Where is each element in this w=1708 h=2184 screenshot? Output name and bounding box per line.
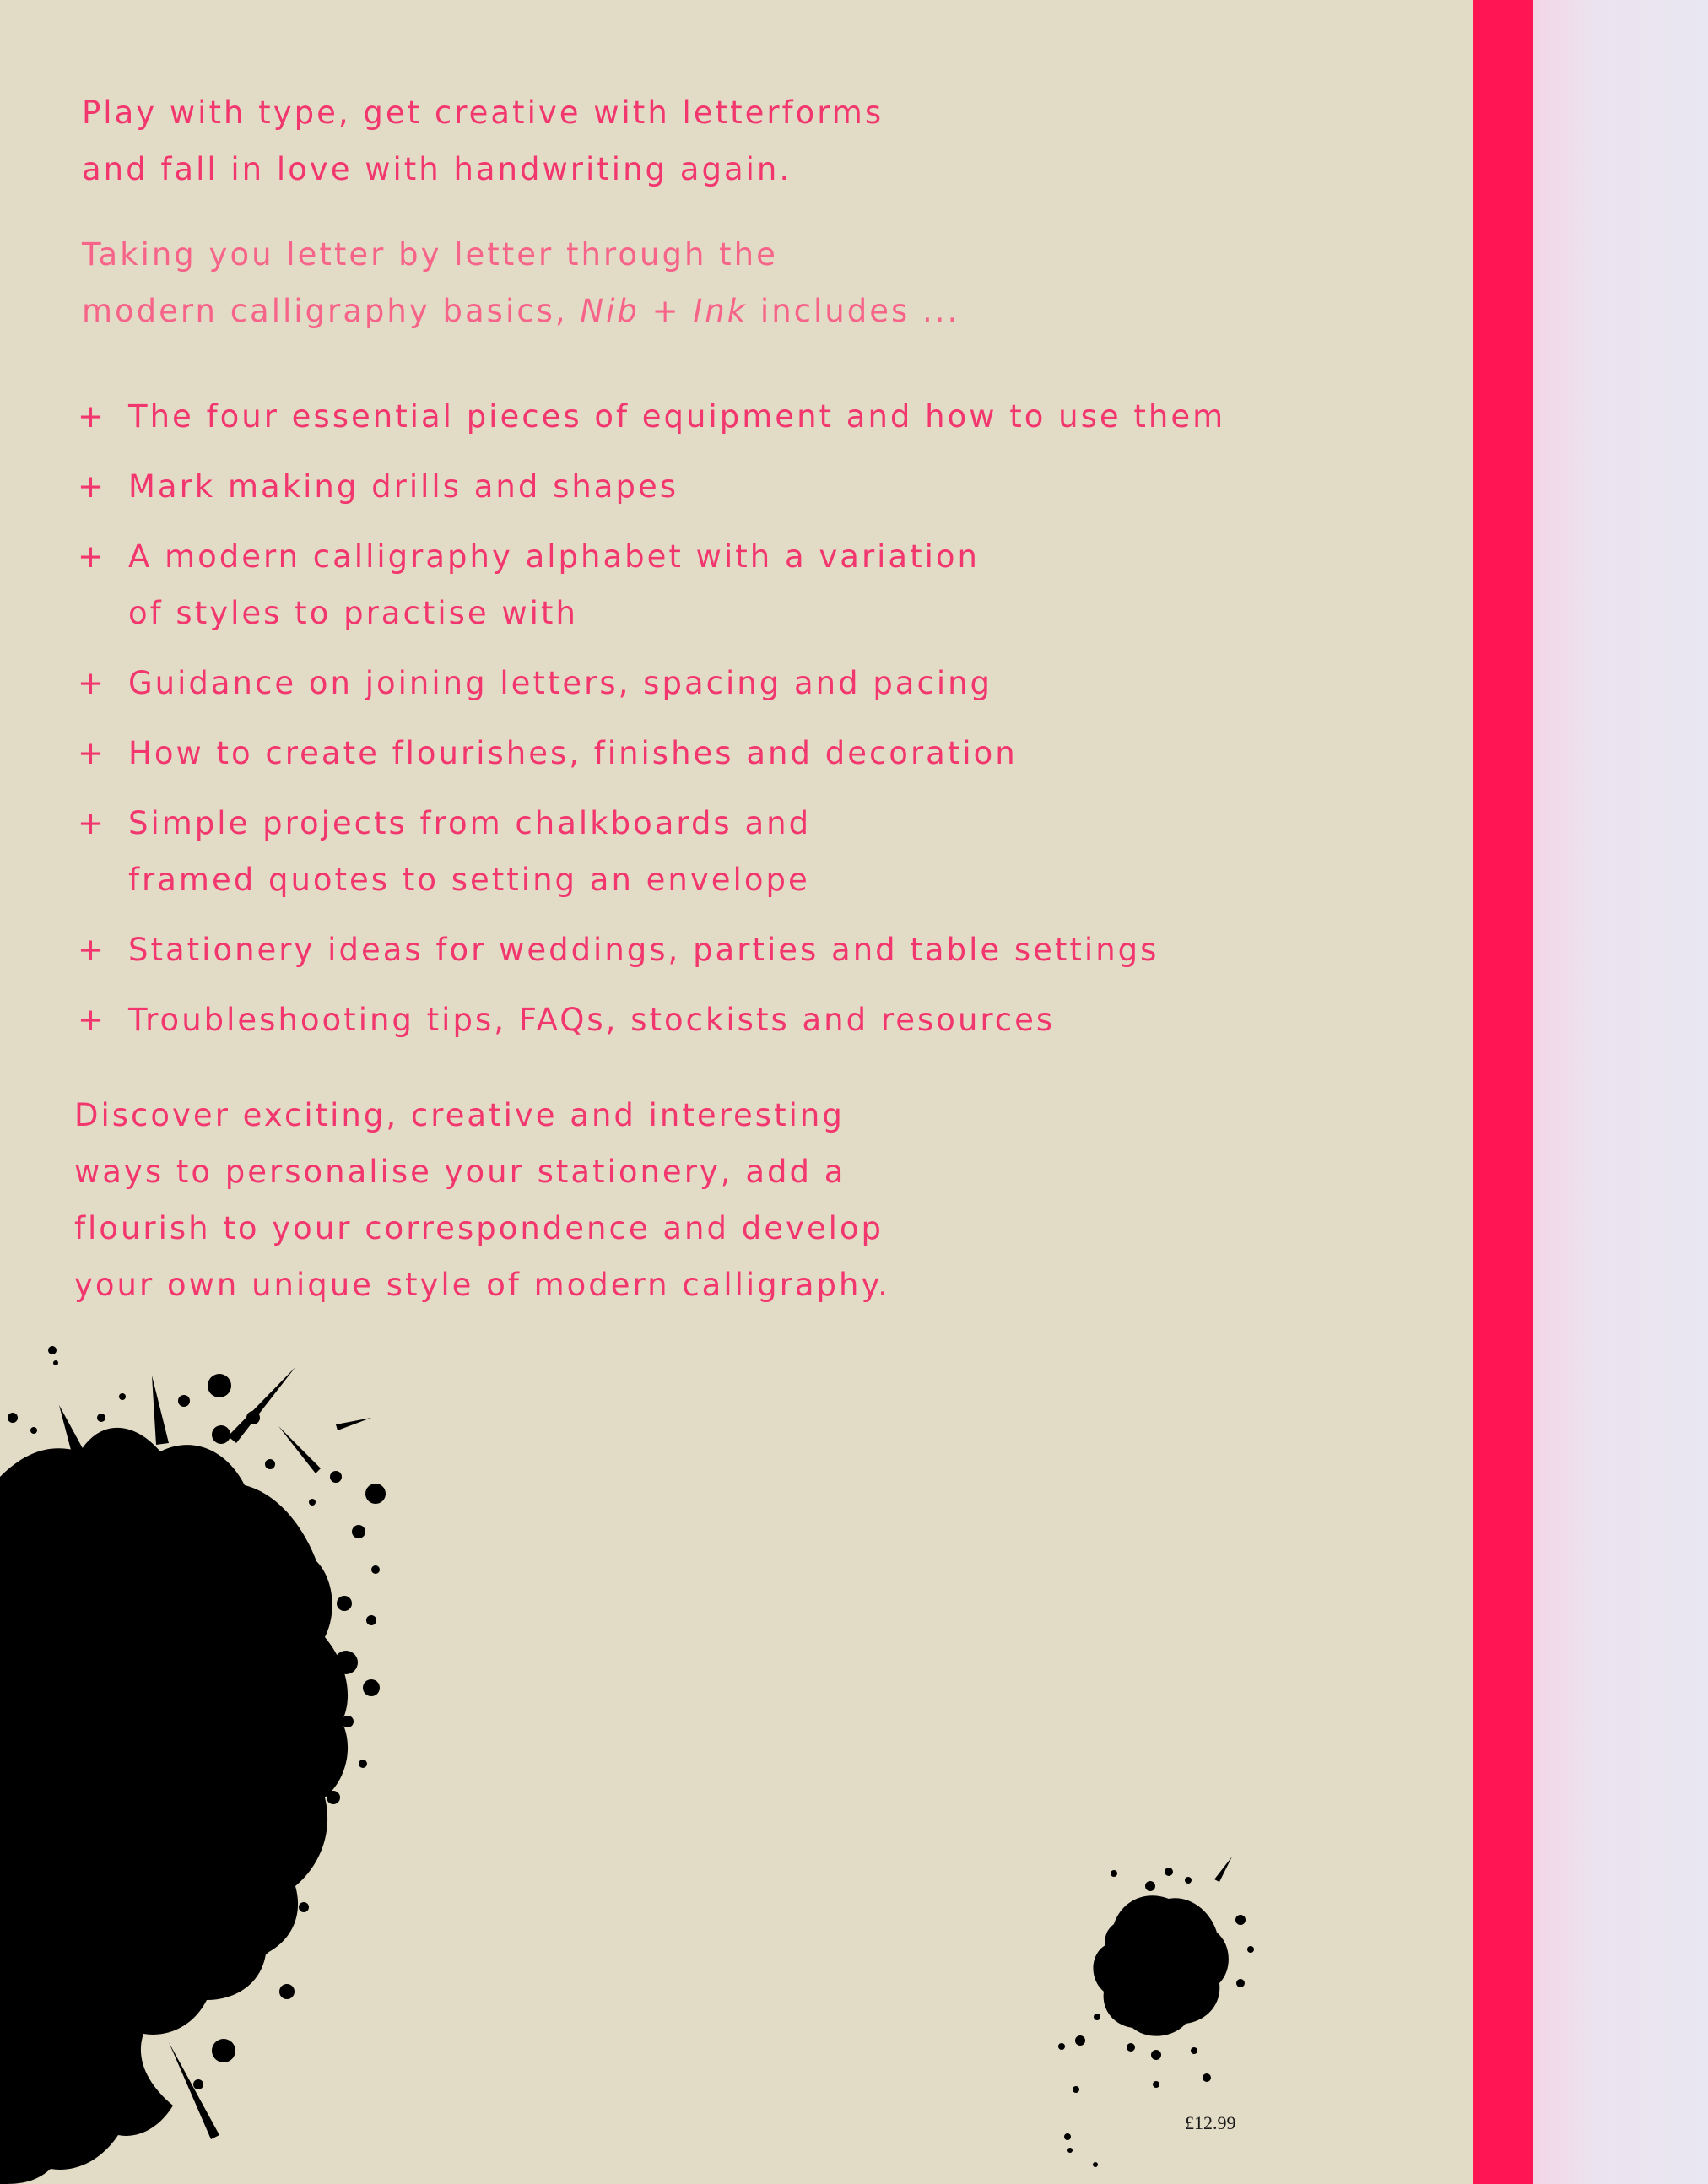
includes-line: Taking you letter by letter through the (82, 236, 778, 273)
plus-icon: + (78, 932, 107, 968)
spine-edge (1533, 0, 1708, 2184)
plus-icon: + (78, 1002, 107, 1038)
outro-line: ways to personalise your stationery, add a (74, 1154, 846, 1190)
plus-icon: + (78, 538, 107, 575)
list-item (78, 992, 1394, 1048)
intro-line: and fall in love with handwriting again. (82, 151, 792, 187)
ink-splat-small-icon (1030, 1772, 1266, 2169)
plus-icon: + (78, 735, 107, 771)
list-item-text: Guidance on joining letters, spacing and pacing (128, 665, 993, 701)
list-item-text: of styles to practise with (128, 595, 578, 631)
outro-line: your own unique style of modern calligraphy. (74, 1267, 890, 1303)
list-item-text: How to create flourishes, finishes and decoration (128, 735, 1018, 771)
includes-paragraph (82, 226, 1095, 339)
list-item-text: A modern calligraphy alphabet with a variation (128, 538, 980, 575)
ink-splat-large-icon (0, 1325, 422, 2184)
plus-icon: + (78, 398, 107, 435)
list-item (78, 725, 1394, 781)
list-item-text: Mark making drills and shapes (128, 468, 678, 505)
plus-icon: + (78, 468, 107, 505)
outro-line: flourish to your correspondence and develop (74, 1210, 884, 1246)
outro-line: Discover exciting, creative and interesting (74, 1097, 845, 1133)
intro-line: Play with type, get creative with letterforms (82, 95, 884, 131)
list-item (78, 795, 1394, 908)
list-item-text: Stationery ideas for weddings, parties and table settings (128, 932, 1159, 968)
includes-line (82, 283, 1095, 339)
plus-icon: + (78, 805, 107, 841)
book-title: Nib + Ink (580, 293, 749, 329)
list-item-text: The four essential pieces of equipment and how to use them (128, 398, 1226, 435)
outro-paragraph (74, 1087, 1003, 1313)
list-item (78, 388, 1394, 445)
plus-icon: + (78, 665, 107, 701)
list-item-text: framed quotes to setting an envelope (128, 862, 810, 898)
list-item-text: Troubleshooting tips, FAQs, stockists and resources (128, 1002, 1056, 1038)
spine-strip (1473, 0, 1533, 2184)
list-item (78, 528, 1394, 641)
list-item (78, 458, 1394, 515)
list-item (78, 655, 1394, 711)
intro-paragraph (82, 84, 1010, 197)
list-item (78, 922, 1394, 978)
price-label: £12.99 (1185, 2112, 1236, 2133)
feature-list (78, 388, 1394, 1062)
includes-suffix: includes ... (748, 293, 960, 329)
includes-prefix: modern calligraphy basics, (82, 293, 581, 329)
list-item-text: Simple projects from chalkboards and (128, 805, 812, 841)
